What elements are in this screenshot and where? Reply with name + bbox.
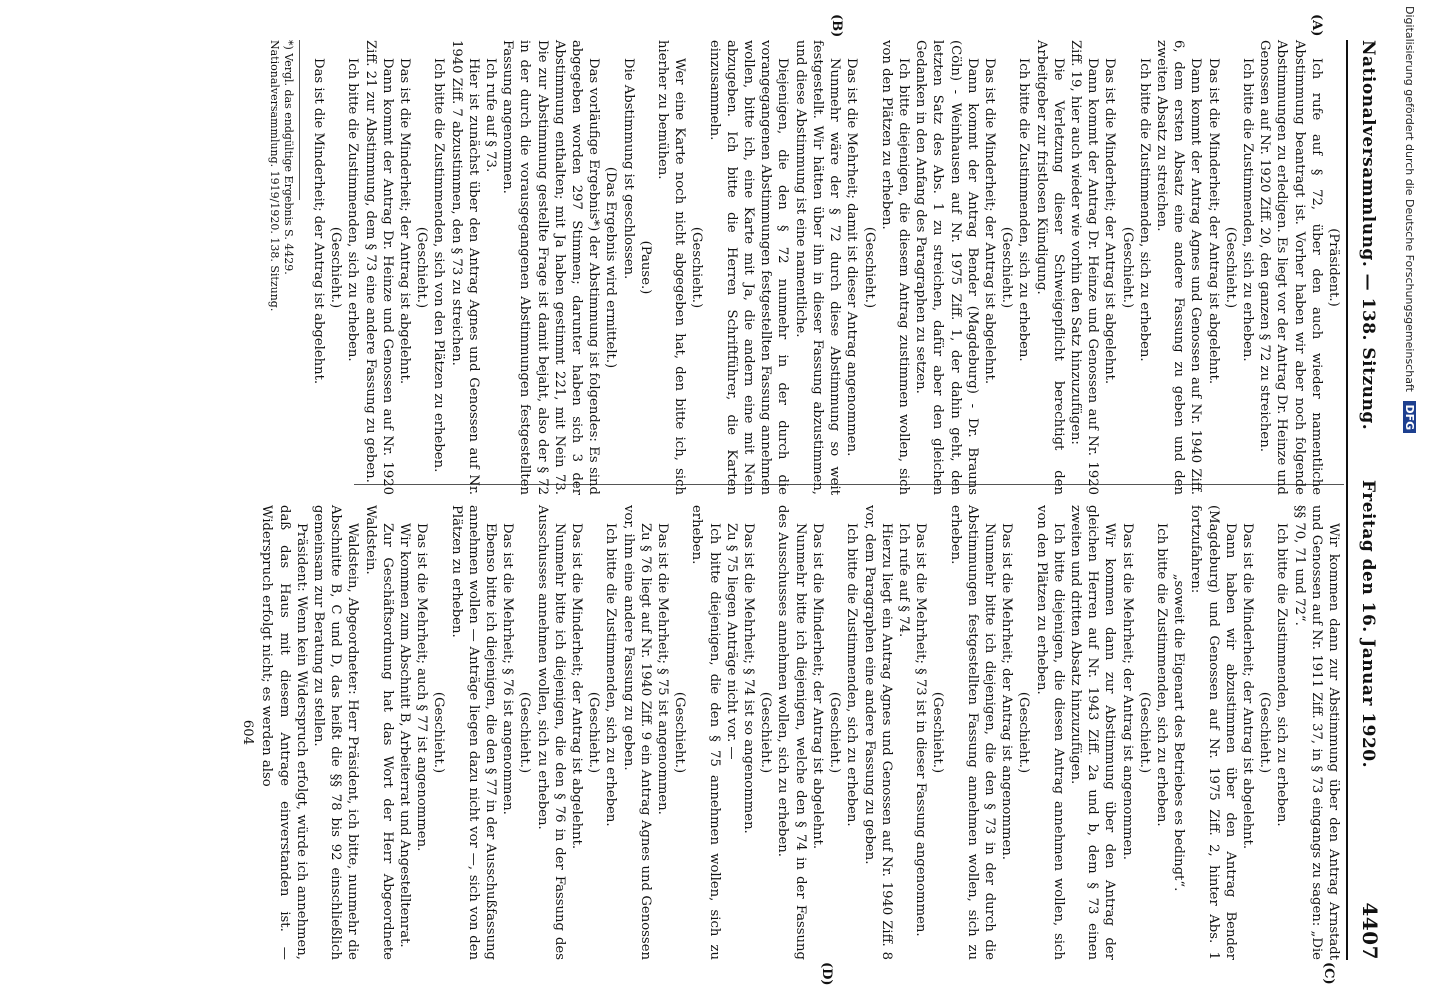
paragraph: Nunmehr bitte ich diejenigen, welche den § 74 in der Fassung des Ausschusses annehmen wollen, sich zu erheben. [775, 505, 808, 960]
paragraph: Ich bitte die Zustimmenden, sich zu erheben. [1136, 58, 1152, 362]
paragraph: Ich bitte die Zustimmenden, sich zu erheben. [603, 523, 619, 827]
paragraph: Das ist die Minderheit; der Antrag ist abgelehnt. [569, 523, 585, 850]
header-rule [1346, 40, 1348, 960]
page-header [1352, 40, 1382, 960]
paragraph: „soweit die Eigenart des Betriebes es bedingt“. [1171, 573, 1187, 892]
paragraph: (Geschieht.) [328, 226, 344, 309]
paragraph: (Geschieht.) [999, 226, 1015, 309]
margin-mark-d: (D) [819, 962, 834, 986]
paragraph: Wer eine Karte noch nicht abgegeben hat, den bitte ich, sich hierher zu bemühen. [655, 40, 688, 495]
paragraph: Waldstein, Abgeordneter: Herr Präsident, ich bitte, nunmehr die Abschnitte B, C und D, das heißt die §§ 78 bis 92 einschließlich gemeinsam zur Beratung zu stellen. [311, 505, 361, 960]
paragraph: Ich bitte die Zustimmenden, sich zu erheben. [1239, 58, 1255, 362]
paragraph: Zu § 75 liegen Anträge nicht vor. — [723, 523, 739, 760]
paragraph: (Geschieht.) [414, 226, 430, 309]
paragraph: Das ist die Minderheit; der Antrag ist abgelehnt. [311, 58, 327, 385]
paragraph: Wir kommen zum Abschnitt B, Arbeiterrat und Angestelltenrat. [397, 523, 413, 948]
paragraph: Ich bitte die Zustimmenden, sich zu erheben. [1274, 523, 1290, 827]
paragraph: Hier ist zunächst über den Antrag Agnes und Genossen auf Nr. 1940 Ziff. 7 abzustimmen, den § 73 zu streichen. [448, 40, 481, 495]
paragraph: Ich bitte diejenigen, die den § 75 annehmen wollen, sich zu erheben. [689, 505, 722, 960]
paragraph: Zu § 76 liegt auf Nr. 1940 Ziff. 9 ein Antrag Agnes und Genossen vor, ihm eine andere Fassung zu geben. [620, 505, 653, 960]
paragraph: Ich bitte die Zustimmenden, sich zu erheben. [345, 58, 361, 362]
paragraph: Diejenigen, die den § 72 nunmehr in der durch die vorangegangenen Abstimmungen festgestellten Fassung annehmen wollen, bitte ich, eine Karte mit Ja, die andern eine mit Nein abzugeben. Ich bitte die Herren Schriftführer, die Karten einzusammeln. [706, 40, 791, 495]
paragraph: (Geschieht.) [1257, 691, 1273, 774]
paragraph: (Geschieht.) [431, 691, 447, 774]
margin-mark-a: (A) [1309, 14, 1324, 37]
footnote-line: *) Vergl. das endgültige Ergebnis S. 4429. [281, 40, 295, 275]
dfg-logo: DFG [1403, 401, 1416, 433]
paragraph: Das ist die Mehrheit; damit ist dieser Antrag angenommen. [844, 58, 860, 457]
paragraph: (Präsident.) [1326, 228, 1341, 307]
paragraph: Ich bitte die Zustimmenden, sich zu erheben. [844, 523, 860, 827]
paragraph: Dann kommt der Antrag Dr. Heinze und Genossen auf Nr. 1920 Ziff. 21 zur Abstimmung, dem § 73 eine andere Fassung zu geben. [362, 40, 395, 495]
paragraph: (Geschieht.) [689, 226, 705, 309]
paragraph: Ebenso bitte ich diejenigen, die den § 77 in der Ausschußfassung annehmen wollen — Anträge liegen dazu nicht vor —, sich von den Plätzen zu erheben. [448, 505, 499, 960]
digitization-note [1398, 6, 1416, 996]
right-column [239, 505, 1342, 960]
paragraph: Nunmehr bitte ich diejenigen, die den § 73 in der durch die Abstimmungen festgestellten Fassung annehmen wollen, sich zu erheben. [947, 505, 997, 960]
paragraph: Das ist die Mehrheit; § 75 ist angenommen. [655, 523, 671, 815]
paragraph: Das ist die Mehrheit; auch § 77 ist angenommen. [414, 523, 430, 852]
paragraph: Das ist die Minderheit; der Antrag ist abgelehnt. [1205, 58, 1221, 385]
paragraph: Ich bitte die Zustimmenden, sich zu erheben. [1153, 523, 1169, 827]
paragraph: Das vorläufige Ergebnis*) der Abstimmung ist folgendes: Es sind abgegeben worden 297 Stimmen; darunter haben sich 3 der Abstimmung enthalten; mit Ja haben gestimmt 221, mit Nein 73. Die zur Abstimmung gestellte Frage ist damit bejaht, also der § 72 in der durch die vorausgegangenen Abstimmungen festgestellten Fassung angenommen. [500, 40, 602, 495]
paragraph: (Geschieht.) [827, 691, 843, 774]
paragraph: Wir kommen dann zur Abstimmung über den Antrag der gleichen Herren auf Nr. 1943 Ziff. 2a und b, dem § 73 einen zweiten und dritten Absatz hinzuzufügen. [1067, 505, 1118, 960]
paragraph: (Geschieht.) [1119, 226, 1135, 309]
paragraph: (Pause.) [637, 240, 653, 295]
paragraph: Dann kommt der Antrag Dr. Heinze und Genossen auf Nr. 1920 Ziff. 19, hier auch wieder wie vorhin den Satz hinzuzufügen: [1067, 40, 1101, 495]
paragraph: Ich bitte die Zustimmenden, sich zu erheben. [1016, 58, 1032, 362]
paragraph: Dann kommt der Antrag Agnes und Genossen auf Nr. 1940 Ziff. 6, dem ersten Absatz eine andere Fassung zu geben und den zweiten Absatz zu streichen. [1153, 40, 1204, 495]
sheet-signature: 604 [240, 719, 256, 746]
paragraph: Das ist die Minderheit; der Antrag ist abgelehnt. [1239, 523, 1255, 850]
paragraph: Ich rufe auf § 72, über den auch wieder namentliche Abstimmung beantragt ist. Vorher haben wir aber noch folgende Abstimmungen zu erledigen. Es liegt vor der Antrag Dr. Heinze und Genossen auf Nr. 1920 Ziff. 20, den ganzen § 72 zu streichen. [1257, 40, 1324, 495]
paragraph: (Geschieht.) [861, 226, 877, 309]
paragraph: Das ist die Mehrheit; § 74 ist so angenommen. [741, 523, 757, 834]
paragraph: Das ist die Mehrheit; der Antrag ist angenommen. [999, 523, 1015, 860]
paragraph: Das ist die Mehrheit; § 76 ist angenommen. [500, 523, 516, 815]
paragraph: (Geschieht.) [1016, 691, 1032, 774]
paragraph: Das ist die Minderheit; der Antrag ist abgelehnt. [1102, 58, 1118, 385]
paragraph: Zur Geschäftsordnung hat das Wort der Herr Abgeordnete Waldstein. [362, 505, 395, 960]
paragraph: Ich bitte diejenigen, die diesen Antrag annehmen wollen, sich von den Plätzen zu erheben. [1033, 505, 1066, 960]
paragraph: Dann kommt der Antrag Bender (Magdeburg) - Dr. Brauns (Cöln) - Weinhausen auf Nr. 1975 Ziff. 1, der dahin geht, den letzten Satz des Abs. 1 zu streichen, dafür aber den gleichen Gedanken in den Anfang des Paragraphen zu setzen. [913, 40, 980, 495]
paragraph: (Geschieht.) [1136, 691, 1152, 774]
paragraph: Ich bitte diejenigen, die diesem Antrag zustimmen wollen, sich von den Plätzen zu erheben. [878, 40, 911, 495]
paragraph: (Geschieht.) [930, 691, 946, 774]
paragraph: (Geschieht.) [672, 691, 688, 774]
header-date: Freitag den 16. Januar 1920. [1358, 480, 1378, 769]
paragraph: Wir kommen dann zur Abstimmung über den Antrag Arnstadt und Genossen auf Nr. 1911 Ziff. 37, in § 73 eingangs zu sagen: „Die §§ 70, 71 und 72“. [1291, 505, 1341, 960]
paragraph: Die Abstimmung ist geschlossen. [620, 58, 636, 280]
paragraph: Die Verletzung dieser Schweigepflicht berechtigt den Arbeitgeber zur fristlosen Kündigung. [1033, 40, 1066, 495]
paragraph: Nunmehr bitte ich diejenigen, die den § 76 in der Fassung des Ausschusses annehmen wollen, sich zu erheben. [534, 505, 567, 960]
paragraph: Das ist die Minderheit; der Antrag ist abgelehnt. [809, 523, 825, 850]
paragraph: Das ist die Minderheit; der Antrag ist abgelehnt. [397, 58, 413, 385]
margin-mark-c: (C) [1321, 962, 1336, 985]
paragraph: (Geschieht.) [586, 691, 602, 774]
footnote [267, 40, 300, 312]
paragraph: Hierzu liegt ein Antrag Agnes und Genossen auf Nr. 1940 Ziff. 8 vor, dem Paragraphen eine andere Fassung zu geben. [861, 505, 894, 960]
paragraph: Das ist die Mehrheit; § 73 ist in dieser Fassung angenommen. [913, 523, 929, 937]
paragraph: Nunmehr wäre der § 72 durch diese Abstimmung so weit festgestellt. Wir hätten über ihn in dieser Fassung abzustimmen, und diese Abstimmung ist eine namentliche. [792, 40, 843, 495]
footnote-line: Nationalversammlung. 1919/1920. 138. Sitzung. [267, 40, 281, 312]
paragraph: (Das Ergebnis wird ermittelt.) [603, 166, 619, 369]
paragraph: (Geschieht.) [1222, 226, 1238, 309]
margin-mark-b: (B) [829, 14, 844, 38]
header-left: Nationalversammlung. — 138. Sitzung. [1358, 40, 1378, 431]
paragraph: Das ist die Mehrheit; der Antrag ist angenommen. [1119, 523, 1135, 860]
left-column [267, 40, 1342, 495]
paragraph: Ich bitte die Zustimmenden, sich von den Plätzen zu erheben. [431, 58, 447, 473]
digitization-text: Digitalisierung gefördert durch die Deutsche Forschungsgemeinschaft [1403, 6, 1416, 392]
paragraph: Ich rufe auf § 73. [483, 58, 499, 173]
page-number: 4407 [1358, 902, 1382, 960]
paragraph: (Geschieht.) [758, 691, 774, 774]
paragraph: Ich rufe auf § 74. [895, 523, 911, 638]
paragraph: Dann haben wir abzustimmen über den Antrag Bender (Magdeburg) und Genossen auf Nr. 1975 Ziff. 2, hinter Abs. 1 fortzufahren: [1188, 505, 1238, 960]
paragraph: Das ist die Minderheit; der Antrag ist abgelehnt. [981, 58, 997, 385]
paragraph: (Geschieht.) [517, 691, 533, 774]
paragraph: Präsident: Wenn kein Widerspruch erfolgt, würde ich annehmen, daß das Haus mit diesem Antrage einverstanden ist. — Widerspruch erfolgt nicht; es werden also [259, 505, 309, 960]
